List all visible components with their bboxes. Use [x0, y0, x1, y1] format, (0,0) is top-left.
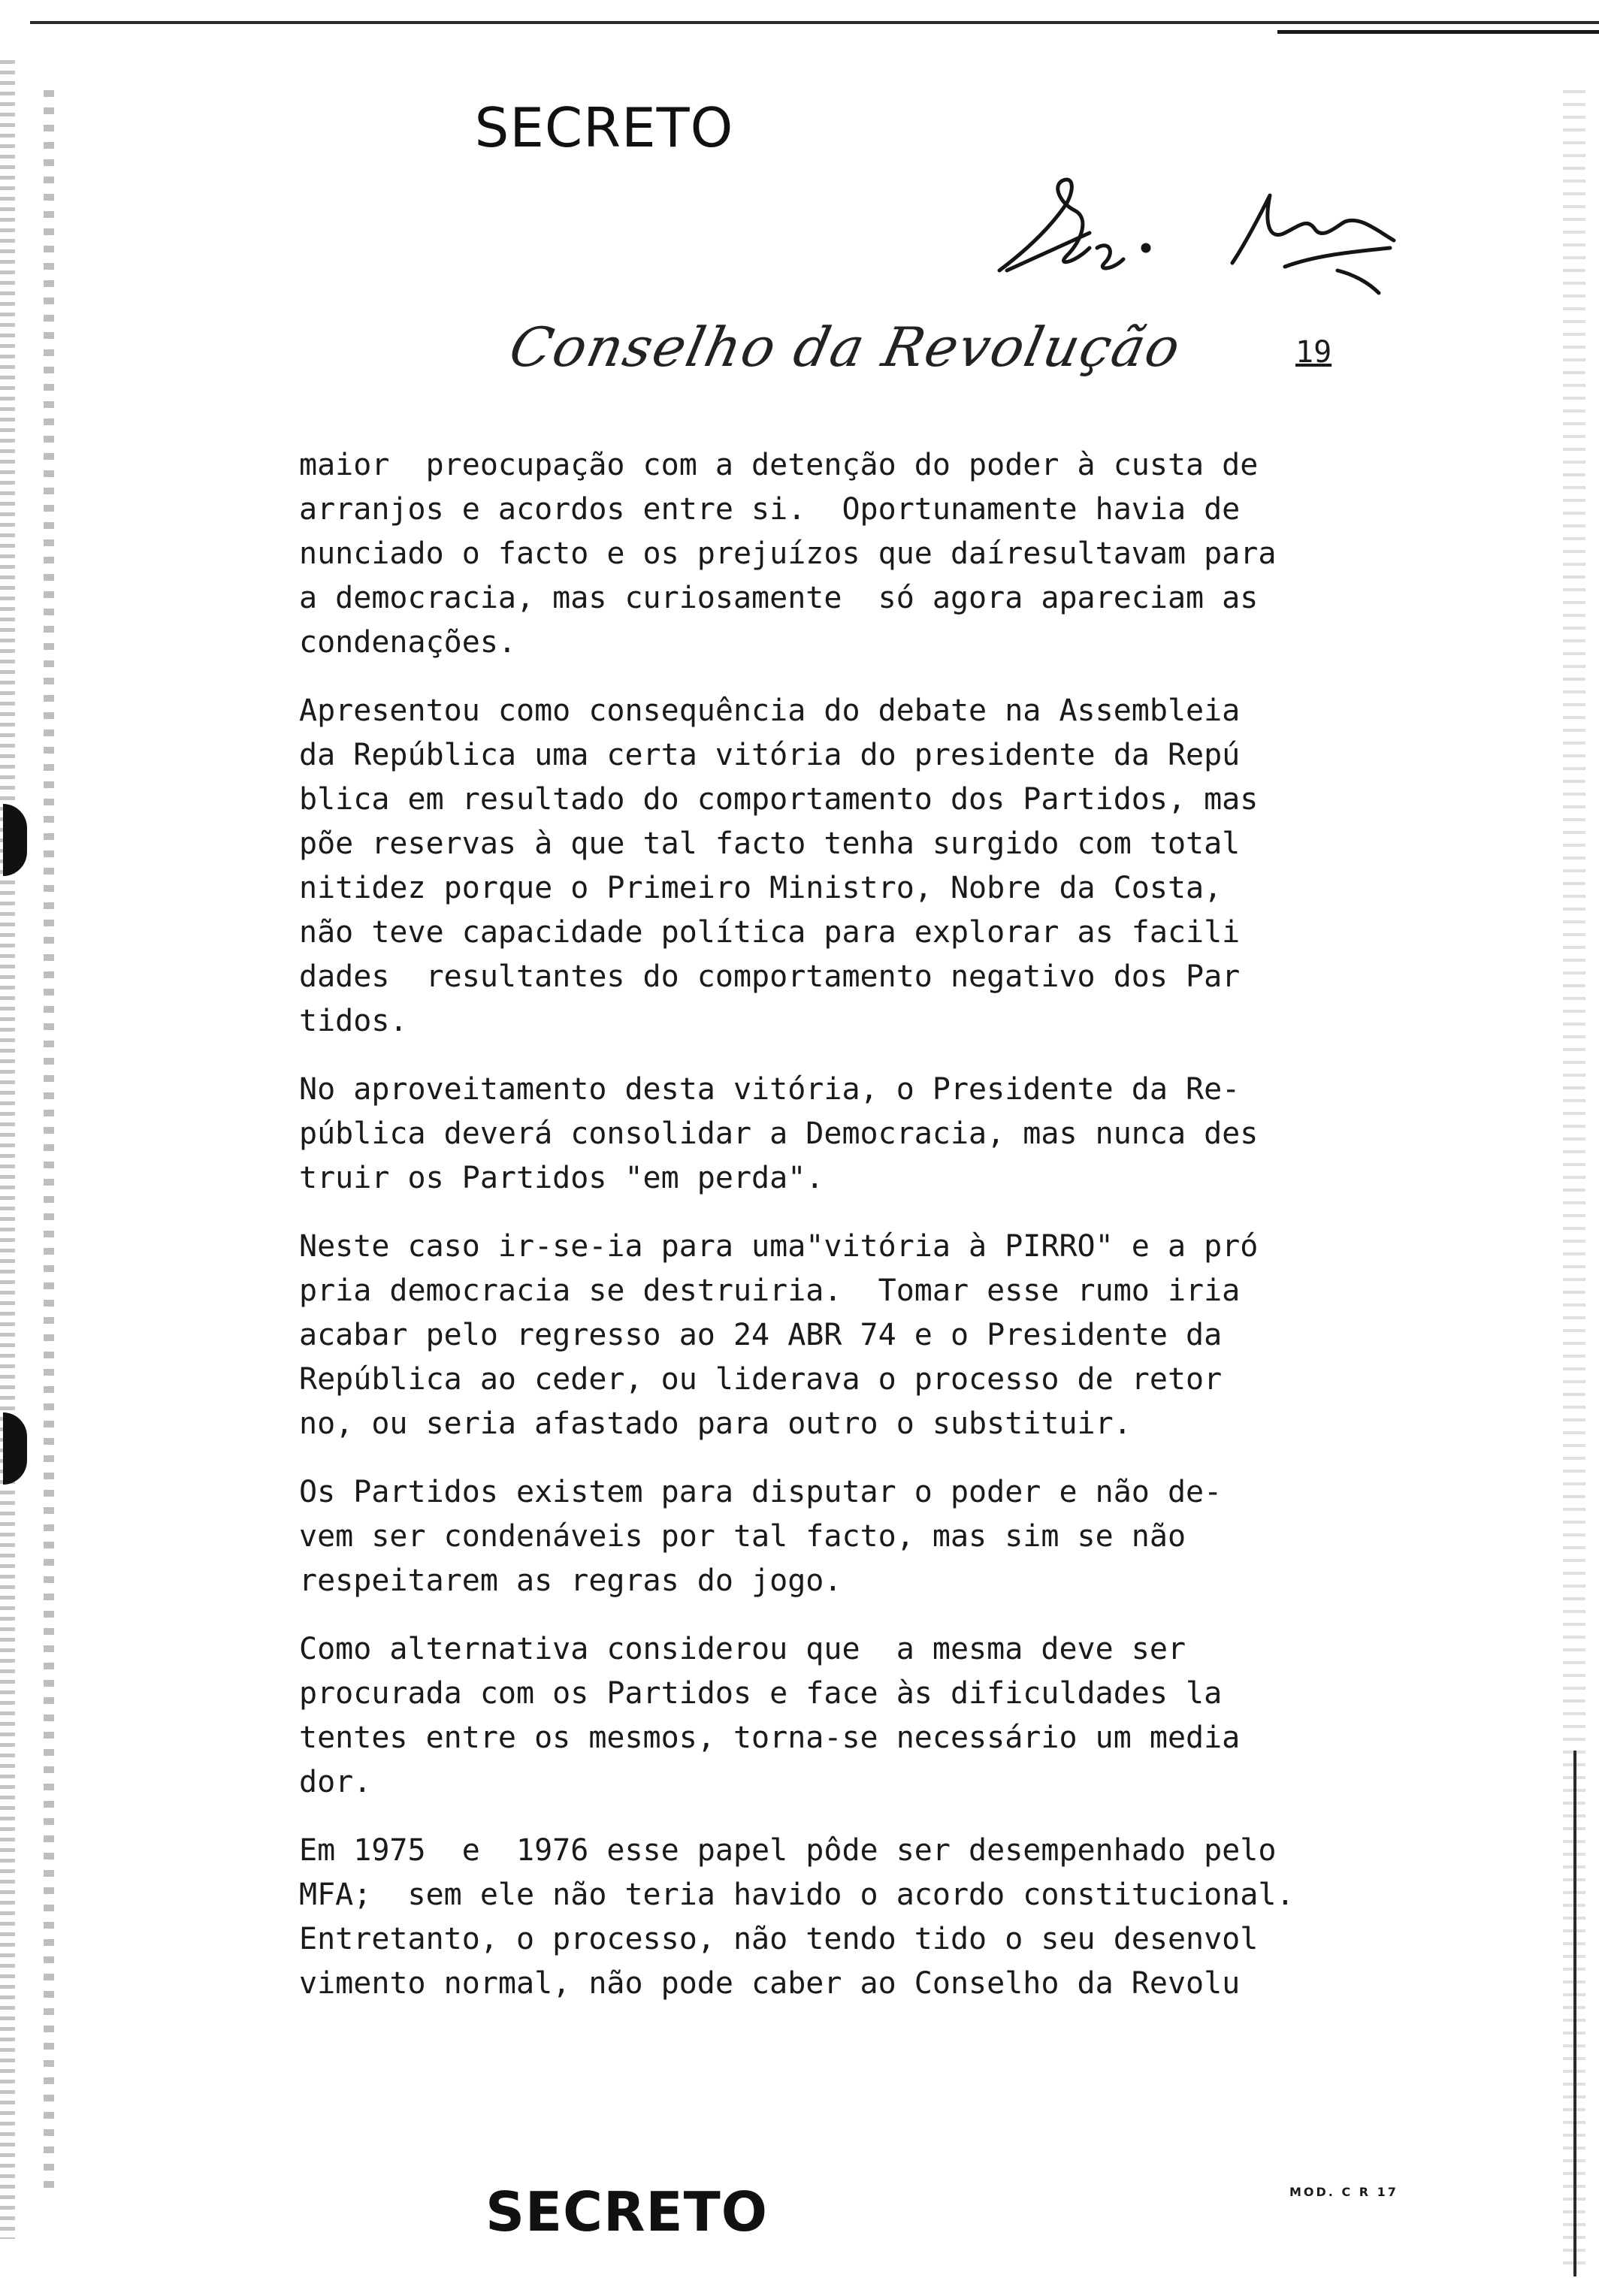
- body-paragraph: Em 1975 e 1976 esse papel pôde ser desempenhado pelo MFA; sem ele não teria havido o acordo constitucional. Entretanto, o processo, não tendo tido o seu desenvol vimento normal, não pode caber ao Conselho da Revolu: [299, 1833, 1295, 2001]
- punch-hole-upper: [3, 804, 27, 876]
- page-number: 19: [1295, 335, 1332, 370]
- top-border-line-right: [1277, 30, 1599, 34]
- body-paragraph: maior preocupação com a detenção do poder à custa de arranjos e acordos entre si. Oportunamente havia de nunciado o facto e os prejuízos que daíresultavam para a democracia, mas curiosamente só agora apareciam as condenações.: [299, 448, 1277, 660]
- body-paragraph: Os Partidos existem para disputar o poder e não de- vem ser condenáveis por tal facto, mas sim se não respeitarem as regras do jogo.: [299, 1475, 1223, 1598]
- scan-edge-left-inner: [44, 90, 54, 2194]
- classification-stamp-bottom: SECRETO: [485, 2180, 768, 2243]
- form-code: MOD. C R 17: [1289, 2185, 1398, 2199]
- handwritten-signature: [984, 158, 1405, 308]
- body-paragraph: No aproveitamento desta vitória, o Presidente da Re- pública deverá consolidar a Democracia, mas nunca des truir os Partidos "em perda".: [299, 1072, 1259, 1195]
- classification-stamp-top: SECRETO: [474, 96, 734, 159]
- document-body: [299, 443, 1366, 2006]
- right-border-line: [1573, 1751, 1576, 2276]
- scan-edge-left: [0, 60, 15, 2239]
- top-border-line: [30, 21, 1599, 24]
- body-paragraph: Neste caso ir-se-ia para uma"vitória à PIRRO" e a pró pria democracia se destruiria. Tomar esse rumo iria acabar pelo regresso ao 24 ABR 74 e o Presidente da República ao ceder, ou liderava o processo de retor no, ou seria afastado para outro o substituir.: [299, 1229, 1259, 1441]
- letterhead-title: Conselho da Revolução: [504, 316, 1187, 379]
- body-paragraph: Como alternativa considerou que a mesma deve ser procurada com os Partidos e face às dificuldades la tentes entre os mesmos, torna-se necessário um media dor.: [299, 1632, 1241, 1799]
- body-paragraph: Apresentou como consequência do debate na Assembleia da República uma certa vitória do presidente da Repú blica em resultado do comportamento dos Partidos, mas põe reservas à que tal facto tenha surgido com total nitidez porque o Primeiro Ministro, Nobre da Costa, não teve capacidade política para explorar as facili dades resultantes do comportamento negativo dos Par tidos.: [299, 693, 1259, 1038]
- punch-hole-lower: [3, 1412, 27, 1485]
